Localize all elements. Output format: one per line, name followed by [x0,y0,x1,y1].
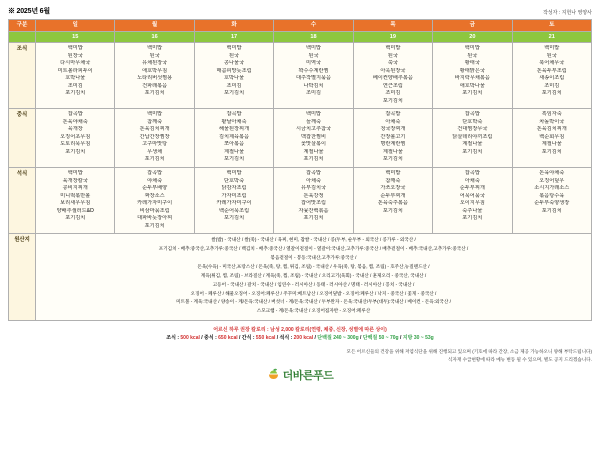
menu-item: 도토리묵무침 [60,141,91,148]
footnote [8,348,592,363]
date-cell-3: 17 [194,32,273,43]
menu-item: 오징어 - 페루산 / 해물오징어 - 오징어:페루산 / 주꾸미:베트남산 / 오징어덮밥 - 오징어:페루산 / 낙지 - 중국산 / 꽃게 - 중국산 / [190,290,437,296]
menu-item: 미역국 [305,60,321,67]
menu-item: 콩나물국 [224,60,245,67]
menu-item: 계절나물 [462,141,483,148]
menu-item: 계절나물 [303,148,324,155]
menu-item: 베이컨양배추볶음 [372,75,413,82]
menu-cell [433,109,512,168]
menu-cell [512,167,591,233]
menu-item: 포기김치 [65,90,86,97]
kcal-sep-4: / [314,335,316,342]
menu-item: 돈육김치찌개 [536,126,567,133]
menu-item: 무생채 [147,148,163,155]
menu-cell [512,43,591,109]
menu-item: 된국 [387,52,398,59]
menu-item: 잡곡밥 [305,169,321,176]
menu-item: 된국 [467,52,478,59]
origin-row [9,234,592,321]
menu-item: 잡곡밥 [464,111,480,118]
menu-item: 호박나물 [65,75,86,82]
menu-item: 돈육강정 [303,192,324,199]
menu-item: 백미밥 [67,169,83,176]
menu-item: 돈육두부조림 [536,67,567,74]
menu-item: 포기김치 [65,148,86,155]
kcal-sep-3: / [276,335,279,342]
header-cell-3: 화 [194,20,273,32]
menu-item: 단호박죽 [462,118,483,125]
menu-cell [353,43,432,109]
menu-item: 된국 [229,52,240,59]
menu-item: 돈육야채죽 [539,169,565,176]
menu-item: 백미밥 [226,45,242,51]
menu-cell [115,167,194,233]
menu-item: 쪼아볶음 [224,141,245,148]
kcal-recommendation: 어르신 하루 권장 칼로리 : 남성 2,000 칼로리(연령, 체중, 신장, 성별에 따른 상이) [213,327,387,334]
menu-item: 짜장소스 [144,192,165,199]
menu-item: 새송이조림 [539,75,565,82]
menu-cell [274,109,353,168]
menu-item: 숙주나물 [462,207,483,214]
menu-item: 포기김치 [462,90,483,97]
menu-cell [115,109,194,168]
menu-cell [194,167,273,233]
kcal-info [8,326,592,342]
protein-value: 50 ~ 70g [378,335,399,342]
menu-item: 순두부배양 [142,185,168,192]
menu-item: 애호박나물 [459,82,485,89]
breakfast-row [9,43,592,109]
menu-item: 아채죽 [305,177,321,184]
menu-item: 간장볼고기 [380,133,406,140]
menu-item: 백순회무침 [539,133,565,140]
menu-item: 아욱된장국 [380,67,406,74]
menu-item: 포기김치 [462,148,483,155]
dinner-row [9,167,592,233]
menu-item: 김치제육볶음 [219,133,250,140]
menu-item: 포기김치 - 배추:중국산,고추가루:중국산 / 백김치 - 배추:중국산 / 열갈이겉절이 - 열갈이:국내산,고추가루:중국산 / 배추겉절이 - 배추:국내산,고추가루:중국산 / [158,246,469,252]
table-body [9,32,592,321]
header-cell-0: 구분 [9,20,36,32]
menu-item: 돈육김치찌개 [139,126,170,133]
menu-item: 고등어 - 국내산 / 갈치 - 국내산 / 임연수 - 러시아산 / 동태 - 러시아산 / 명태 - 러시아산 / 꽁치 - 국내산 / [212,281,415,287]
menu-item: 볶음탕수육 [539,192,565,199]
writer-label: 작성자 : 지헌나 영양사 [542,10,592,16]
menu-item: 참깨죽 [385,177,401,184]
menu-cell [512,109,591,168]
fat-label: 지방 [402,335,413,342]
menu-item: 포기김치 [224,90,245,97]
brand-name: 더바른푸드 [282,369,334,382]
menu-item: 순두부숙양생장 [534,200,570,207]
kcal-dinner-label: 석식 : [279,335,293,342]
kcal-sep-5: / [360,335,362,342]
menu-item: 조미김 [544,82,560,89]
menu-item: 닭감자조림 [221,185,247,192]
date-cell-2: 16 [115,32,194,43]
menu-item: 백미밥 [385,169,401,176]
menu-cell [115,43,194,109]
menu-item: 계절나물 [382,148,403,155]
menu-item: 가자미조림 [221,192,247,199]
table-head [9,20,592,32]
row-label-breakfast: 조식 [9,43,36,109]
menu-item: 포기김치 [382,156,403,163]
menu-item: 백미밥 [464,45,480,51]
date-cell-5: 19 [353,32,432,43]
menu-item: 백미밥 [305,45,321,51]
menu-item: 애호박무침 [142,67,168,74]
row-label-lunch: 중식 [9,109,36,168]
menu-item: 건대찜장무국 [457,126,488,133]
kcal-breakfast-label: 조식 : [166,335,180,342]
menu-item: 잡곡밥 [147,169,163,176]
row-label-dinner: 석식 [9,167,36,233]
menu-item: 아채죽 [385,118,401,125]
menu-item: 미니떡볶만볼 [60,192,91,199]
menu-item: 된국 [546,52,557,59]
menu-item: 들깨죽 [305,118,321,125]
menu-item: 백순어묵조림 [219,207,250,214]
menu-item: 백미밥 [305,111,321,118]
date-row [9,32,592,43]
date-cell-7: 21 [512,32,591,43]
menu-item: 호박나물 [224,75,245,82]
kcal-breakdown [8,334,592,342]
footnote-line-2: 식자재 수급현황에 따라 메뉴 변동 될 수 있으며, 별도 공지 드리겠습니다. [447,356,592,362]
menu-item: 오징어초무침 [60,133,91,140]
menu-item: 된장국 [67,52,83,59]
menu-item: 잡곡밥 [464,169,480,176]
menu-item: 맥잡찬찜비 [300,133,326,140]
menu-item: 계절나물 [541,141,562,148]
menu-item: 유부김치국 [300,185,326,192]
kcal-snack-value: 550 kcal [255,335,276,342]
menu-item: 연근조림 [382,82,403,89]
date-cell-1: 15 [36,32,115,43]
menu-cell [433,43,512,109]
menu-item: 돈육야채죽 [62,118,88,125]
kcal-lunch-value: 650 kcal [218,335,238,342]
menu-item: 황태국 [464,60,480,67]
menu-item: 포기김치 [541,90,562,97]
menu-item: 포기김치 [65,215,86,222]
menu-item: 오이지무침 [459,200,485,207]
leaf-bowl-icon [267,368,280,381]
kcal-sep-1: / [201,335,203,342]
menu-item: 돈육숙주볶음 [377,200,408,207]
menu-cell [433,167,512,233]
menu-item: 참깨죽 [147,118,163,125]
menu-cell [353,167,432,233]
menu-cell [194,43,273,109]
menu-item: 포기김치 [303,156,324,163]
carb-label: 단백질 [317,335,332,342]
row-label-origin: 원산지 [9,234,36,321]
menu-item: 단호박죽 [224,177,245,184]
protein-label: 단백질 [362,335,378,342]
menu-item: 조미김 [226,82,242,89]
menu-item: 오징어덮우 [539,177,565,184]
menu-item: 육개장 [67,126,83,133]
menu-item: 해물된장찌개 [219,126,250,133]
menu-item: 나박김치 [303,82,324,89]
menu-cell [36,109,115,168]
menu-item: 된국 [149,52,160,59]
menu-item: 어묵어묶국 [459,192,485,199]
kcal-snack-label: 간식 : [241,335,255,342]
menu-item: 미트볼 - 계육:국내산 / 양송이 - 계/돈육:국내산 / 버섯너 - 계/돈육:국내산 / 두부완자 - 돈육:국내산/두부(대두):국내산 / 베이컨 - 돈육:외국산 / [176,299,451,305]
lunch-row [9,109,592,168]
menu-item: 포기김치 [382,97,403,104]
menu-item: 계육(튀김, 찜, 조림) - 브라질산 / 계육(죽, 찜, 조림) - 국내산 / 오리고기(육회) - 국내산 / 훈제오리 - 중국산, 국내산 / [200,272,427,278]
date-cell-0 [9,32,36,43]
header-cell-4: 수 [274,20,353,32]
menu-item: 양배추샐러드&D [56,207,94,214]
menu-cell [353,109,432,168]
menu-item: 백미밥 [385,45,401,51]
header-cell-6: 금 [433,20,512,32]
kcal-lunch-label: 중식 : [204,335,217,342]
header-cell-7: 토 [512,20,591,32]
header-row [9,20,592,32]
menu-item: 유채된장국 [142,60,168,67]
menu-item: 야채죽 [147,177,163,184]
menu-cell [36,167,115,233]
menu-item: 간납간장찜장 [139,133,170,140]
menu-item: 꽉수수계란찜 [298,67,329,74]
menu-item: 보리새우무침 [60,200,91,207]
menu-item: 다시마무채국 [60,60,91,67]
menu-item: 백미밥 [226,169,242,176]
menu-cell [274,167,353,233]
kcal-dinner-value: 200 kcal [293,335,314,342]
menu-item: 잡곡밥 [226,111,242,118]
menu-item: 볶음겉절이 - 봉동:국내산,고추가루:중국산 / [270,255,357,260]
kcal-sep-2: / [239,335,241,342]
menu-item: 팥날아채죽 [221,118,247,125]
menu-item: 시금치고추참국 [295,126,332,133]
menu-cell [36,43,115,109]
date-cell-4: 18 [274,32,353,43]
kcal-breakfast-value: 500 kcal [180,335,200,342]
menu-item: 조미김 [67,82,83,89]
menu-item: 노타리버섯찜용 [137,75,173,82]
menu-item: 잡곡밥 [385,111,401,118]
menu-item: 포기김치 [462,215,483,222]
menu-item: 대주작멸지묶음 [295,75,332,82]
menu-item: 돈육(수육) - 미국산,프랑스산 / 돈육(죽, 탕, 찜, 튀김, 조림) - 국내산 / 우육(죽, 탕, 볶음, 찜, 조림) - 호주산,뉴질랜드산 / [197,263,430,269]
origin-text [36,234,592,321]
menu-item: 계절나물 [224,148,245,155]
menu-item: 백미밥 [67,45,83,51]
menu-item: 카레가자미구이 [137,200,173,207]
menu-item: 고구마맛탕 [142,141,168,148]
menu-item: 육개장칼국 [62,177,88,184]
brand-footer [8,367,592,383]
menu-item: 조미김 [385,90,401,97]
menu-item: 카레가자미구이 [216,200,252,207]
menu-item: 바지락무채볶음 [454,75,490,82]
footnote-line-1: 모든 어르신들의 건강을 위해 저염식단을 위해 진행되고 있으며 (기호에 따라 간장, 소금 제공 가능하오니 양해 부탁드립니다) [346,349,592,355]
menu-item: 스모크햄 - 계/돈육:국내산 / 오징어집자반 - 오징어:페루산 [256,308,371,314]
menu-item: 황태맑은국 [459,67,485,74]
menu-item: 가쓰오장국 [380,185,406,192]
menu-item: 포기김치 [224,156,245,163]
menu-item: 소시지가래소스 [534,185,570,192]
menu-item: 포기김치 [541,207,562,214]
menu-item: 포기김치 [382,207,403,214]
header-cell-1: 일 [36,20,115,32]
menu-item: 흑임자죽 [541,111,562,118]
menu-item: 콩비지찌개 [62,185,88,192]
page-title: ※ 2025년 6월 [8,8,50,15]
menu-item: 백미밥 [544,45,560,51]
menu-item: 순두부찌개 [459,185,485,192]
menu-item: 포기김치 [224,215,245,222]
menu-item: 포기김치 [144,90,165,97]
menu-item: 포기김치 [303,215,324,222]
menu-item: 포기김치 [144,156,165,163]
menu-item: 건파래볶음 [142,82,168,89]
page-header [8,6,592,16]
fat-value: 30 ~ 53g [413,335,434,342]
menu-item: 쌀(밥) - 국내산 / 쌀(죽) - 국내산 / 육찌, 현미, 찹쌀 - 국내산 / 콩(두부, 순두부 - 외국산 / 콩가루 - 외국산 / [211,237,416,243]
kcal-sep-6: / [399,335,402,342]
menu-item: 꽃맛살볶이 [300,141,326,148]
menu-item: 닭살데리야끼조림 [452,133,493,140]
menu-item: 쑥국 [387,60,398,67]
menu-item: 청국장찌개 [380,126,406,133]
header-cell-5: 목 [353,20,432,32]
carb-value: 240 ~ 300g [333,335,359,342]
menu-item: 백미밥 [147,111,163,118]
menu-cell [194,109,273,168]
menu-item: 미트볼라피두이 [57,67,93,74]
menu-item: 잡어맛조림 [300,200,326,207]
menu-item: 북어채무국 [539,60,565,67]
menu-item: 대파바듯장아찌 [137,215,173,222]
header-cell-2: 월 [115,20,194,32]
menu-item: 차돌박이국 [539,118,565,125]
menu-item: 매콤피망듯조림 [216,67,252,74]
menu-item: 순두부찌개 [380,192,406,199]
menu-item: 포기김치 [541,148,562,155]
menu-item: 명란계란찜 [380,141,406,148]
menu-item: 아채죽 [464,177,480,184]
menu-table [8,19,592,321]
menu-item: 된국 [308,52,319,59]
menu-item: 자뮷잔백볶음 [298,207,329,214]
menu-item: 잡곡밥 [67,111,83,118]
menu-cell [274,43,353,109]
menu-item: 조미김 [305,90,321,97]
menu-item: 포기김치 [144,222,165,229]
date-cell-6: 20 [433,32,512,43]
menu-item: 백미밥 [147,45,163,51]
menu-item: 비삼마묶조림 [139,207,170,214]
